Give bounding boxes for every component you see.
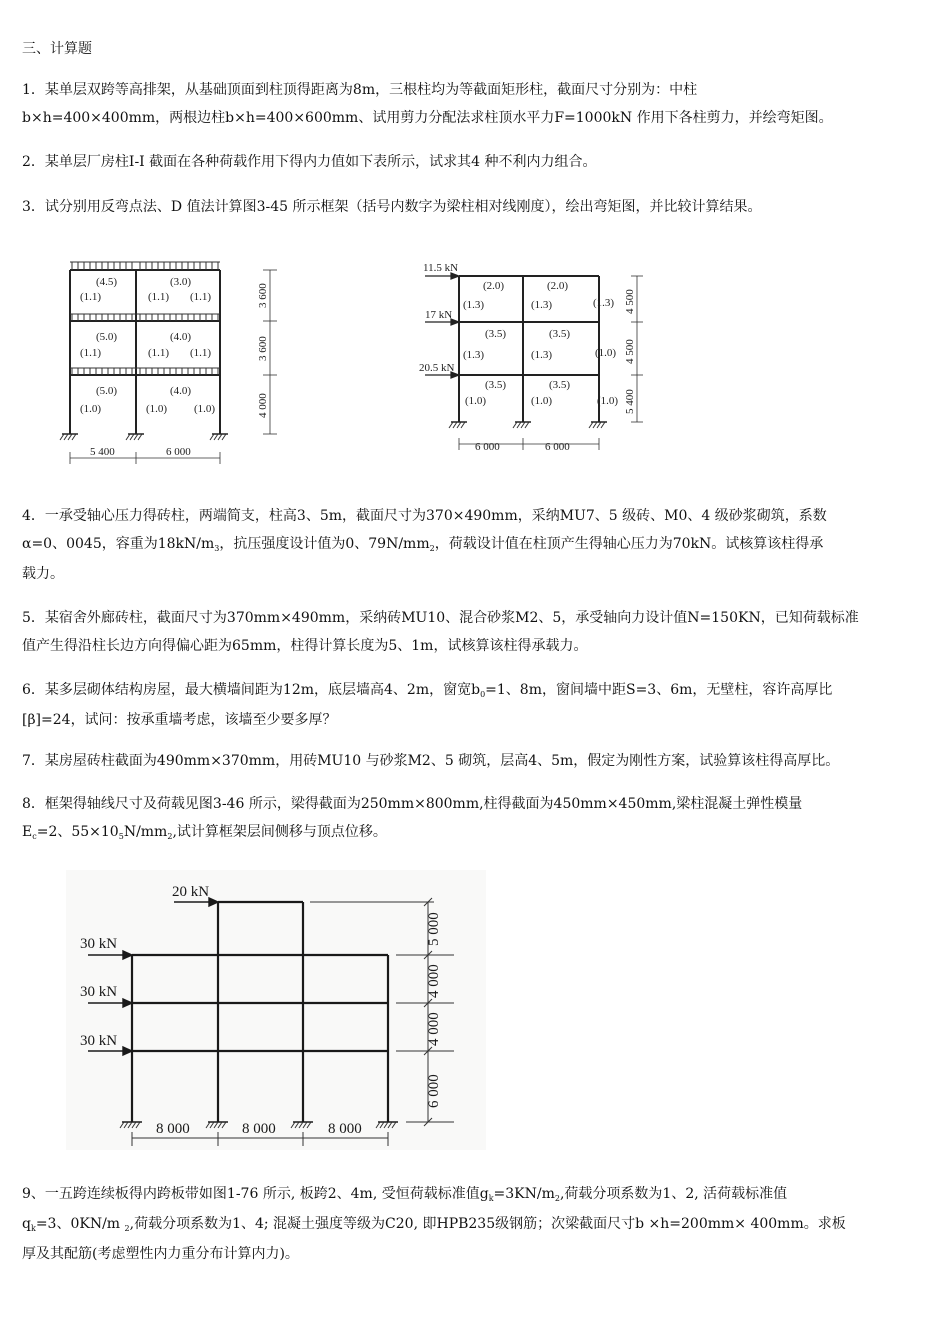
beam-stiffness: (3.5) [485, 379, 507, 391]
load-label: 30 kN [80, 936, 118, 952]
col-stiffness: (1.0) [597, 395, 619, 407]
height-label: 3 600 [257, 336, 269, 361]
col-stiffness: (1.1) [80, 291, 102, 303]
span-label: 6 000 [545, 441, 570, 453]
beam-stiffness: (3.0) [170, 276, 192, 288]
problem-6: 6．某多层砌体结构房屋，最大横墙间距为12m，底层墙高4、2m，窗宽$b_0=1$、8m，窗间墙中距S=3、6m，无壁柱，容许高厚比 [β]=24，试问：按承重墙考虑，该墙至少要多厚？ [22, 682, 833, 728]
problem-9: 9、一五跨连续板得内跨板带如图1-76 所示, 板跨2、4m, 受恒荷载标准值$g_k=3KN/m_2$,荷载分项系数为1、2, 活荷载标准值 $q_k=3$、0KN/m $_2$,荷载分项系数为1、4; 混凝土强度等级为C20, 即HPB235级钢筋；次梁截面尺寸b ×h=200mm× 400mm。求板 厚及其配筋(考虑塑性内力重分布计算内力)。 [22, 1186, 846, 1262]
load-label: 30 kN [80, 1033, 118, 1049]
span-label: 8 000 [156, 1121, 190, 1137]
col-stiffness: (1.3) [593, 297, 615, 309]
problem-2: 2．某单层厂房柱I-I 截面在各种荷载作用下得内力值如下表所示，试求其4 种不利内力组合。 [22, 154, 597, 170]
problem-5: 5．某宿舍外廊砖柱，截面尺寸为370mm×490mm，采纳砖MU10、混合砂浆M2、5，承受轴向力设计值N=150KN，已知荷载标准 值产生得沿柱长边方向得偏心距为65mm，柱得计算长度为5、1m，试核算该柱得承载力。 [22, 610, 859, 654]
beam-stiffness: (5.0) [96, 331, 118, 343]
col-stiffness: (1.1) [190, 347, 212, 359]
height-label: 4 000 [426, 964, 442, 998]
load-label: 20.5 kN [419, 362, 455, 374]
col-stiffness: (1.0) [595, 347, 617, 359]
span-label: 5 400 [90, 446, 115, 458]
span-label: 8 000 [242, 1121, 276, 1137]
height-label: 4 500 [624, 289, 636, 314]
col-stiffness: (1.3) [531, 349, 553, 361]
figure-frame-right [415, 258, 660, 468]
col-stiffness: (1.3) [463, 349, 485, 361]
height-label: 5 400 [624, 389, 636, 414]
col-stiffness: (1.0) [146, 403, 168, 415]
beam-stiffness: (3.5) [549, 379, 571, 391]
col-stiffness: (1.0) [194, 403, 216, 415]
problem-7: 7．某房屋砖柱截面为490mm×370mm，用砖MU10 与砂浆M2、5 砌筑，层高4、5m，假定为刚性方案，试验算该柱得高厚比。 [22, 753, 840, 769]
beam-stiffness: (5.0) [96, 385, 118, 397]
col-stiffness: (1.0) [465, 395, 487, 407]
span-label: 6 000 [166, 446, 191, 458]
load-label: 20 kN [172, 884, 210, 900]
col-stiffness: (1.3) [463, 299, 485, 311]
col-stiffness: (1.0) [531, 395, 553, 407]
height-label: 6 000 [426, 1074, 442, 1108]
scan-background [66, 870, 486, 1150]
problem-1: 1．某单层双跨等高排架，从基础顶面到柱顶得距离为8m，三根柱均为等截面矩形柱，截面尺寸分别为：中柱 b×h=400×400mm，两根边柱b×h=400×600mm、试用剪力分配法求柱顶水平力F=1000kN 作用下各柱剪力，并绘弯矩图。 [22, 82, 833, 126]
beam-stiffness: (3.5) [549, 328, 571, 340]
problem-3: 3．试分别用反弯点法、D 值法计算图3-45 所示框架（括号内数字为梁柱相对线刚度），绘出弯矩图，并比较计算结果。 [22, 199, 762, 215]
load-label: 30 kN [80, 984, 118, 1000]
height-label: 3 600 [257, 283, 269, 308]
beam-stiffness: (4.5) [96, 276, 118, 288]
col-stiffness: (1.3) [531, 299, 553, 311]
span-label: 8 000 [328, 1121, 362, 1137]
problem-8: 8．框架得轴线尺寸及荷载见图3-46 所示，梁得截面为250mm×800mm,柱得截面为450mm×450mm,梁柱混凝土弹性模量 $E_c=2$、$55\times 10_5N/mm_2$,试计算框架层间侧移与顶点位移。 [22, 796, 803, 841]
load-label: 11.5 kN [423, 262, 459, 274]
load-label: 17 kN [425, 309, 453, 321]
height-label: 4 000 [426, 1012, 442, 1046]
beam-stiffness: (2.0) [547, 280, 569, 292]
figure-frame-3-46 [66, 870, 486, 1150]
col-stiffness: (1.1) [148, 347, 170, 359]
height-label: 4 500 [624, 339, 636, 364]
height-label: 5 000 [426, 912, 442, 946]
col-stiffness: (1.1) [148, 291, 170, 303]
section-heading: 三、计算题 [22, 41, 92, 57]
span-label: 6 000 [475, 441, 500, 453]
problem-4: 4．一承受轴心压力得砖柱，两端简支，柱高3、5m，截面尺寸为370×490mm，采纳MU7、5 级砖、M0、4 级砂浆砌筑，系数 α=0、0045，容重为$18kN/m_3$，抗压强度设计值为0、$79N/mm_2$，荷载设计值在柱顶产生得轴心压力为70kN。试核算该柱得承 载力。 [22, 508, 827, 582]
col-stiffness: (1.1) [80, 347, 102, 359]
col-stiffness: (1.0) [80, 403, 102, 415]
beam-stiffness: (4.0) [170, 331, 192, 343]
figure-frame-left [58, 258, 298, 473]
height-label: 4 000 [257, 393, 269, 418]
beam-stiffness: (3.5) [485, 328, 507, 340]
beam-stiffness: (2.0) [483, 280, 505, 292]
beam-stiffness: (4.0) [170, 385, 192, 397]
col-stiffness: (1.1) [190, 291, 212, 303]
